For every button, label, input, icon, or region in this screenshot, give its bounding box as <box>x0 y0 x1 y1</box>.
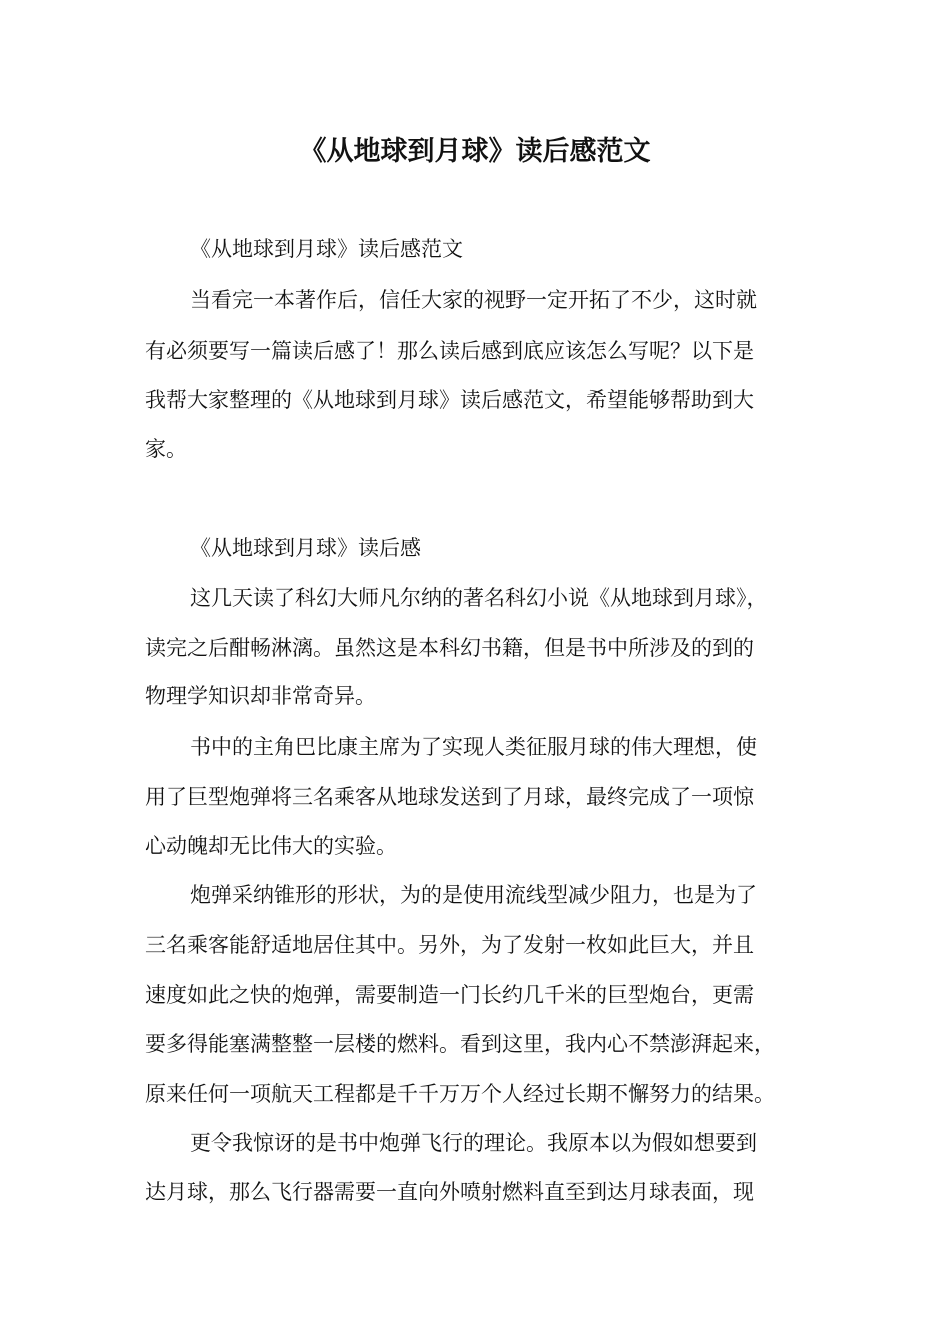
document-title: 《从地球到月球》读后感范文 <box>299 136 651 167</box>
paragraph-line: 三名乘客能舒适地居住其中。另外，为了发射一枚如此巨大，并且 <box>145 933 754 957</box>
paragraph-line: 物理学知识却非常奇异。 <box>145 684 376 708</box>
paragraph-line: 心动魄却无比伟大的实验。 <box>145 834 397 858</box>
paragraph-line: 书中的主角巴比康主席为了实现人类征服月球的伟大理想，使 <box>190 735 757 759</box>
paragraph-line: 我帮大家整理的《从地球到月球》读后感范文，希望能够帮助到大 <box>145 388 754 412</box>
paragraph-line: 读完之后酣畅淋漓。虽然这是本科幻书籍，但是书中所涉及的到的 <box>145 636 754 660</box>
paragraph-line: 用了巨型炮弹将三名乘客从地球发送到了月球，最终完成了一项惊 <box>145 785 754 809</box>
paragraph-line: 更令我惊讶的是书中炮弹飞行的理论。我原本以为假如想要到 <box>190 1131 757 1155</box>
subtitle-line: 《从地球到月球》读后感范文 <box>190 237 463 261</box>
paragraph-line: 达月球，那么飞行器需要一直向外喷射燃料直至到达月球表面，现 <box>145 1180 754 1204</box>
paragraph-line: 当看完一本著作后，信任大家的视野一定开拓了不少，这时就 <box>190 288 757 312</box>
paragraph-line: 速度如此之快的炮弹，需要制造一门长约几千米的巨型炮台，更需 <box>145 983 754 1007</box>
paragraph-line: 要多得能塞满整整一层楼的燃料。看到这里，我内心不禁澎湃起来， <box>145 1032 775 1056</box>
paragraph-line: 原来任何一项航天工程都是千千万万个人经过长期不懈努力的结果。 <box>145 1082 775 1106</box>
paragraph-line: 炮弹采纳锥形的形状，为的是使用流线型减少阻力，也是为了 <box>190 883 757 907</box>
paragraph-line: 这几天读了科幻大师凡尔纳的著名科幻小说《从地球到月球》， <box>190 586 768 610</box>
paragraph-line: 家。 <box>145 437 187 461</box>
paragraph-line: 有必须要写一篇读后感了！那么读后感到底应该怎么写呢？以下是 <box>145 339 754 363</box>
section-heading-line: 《从地球到月球》读后感 <box>190 536 421 560</box>
